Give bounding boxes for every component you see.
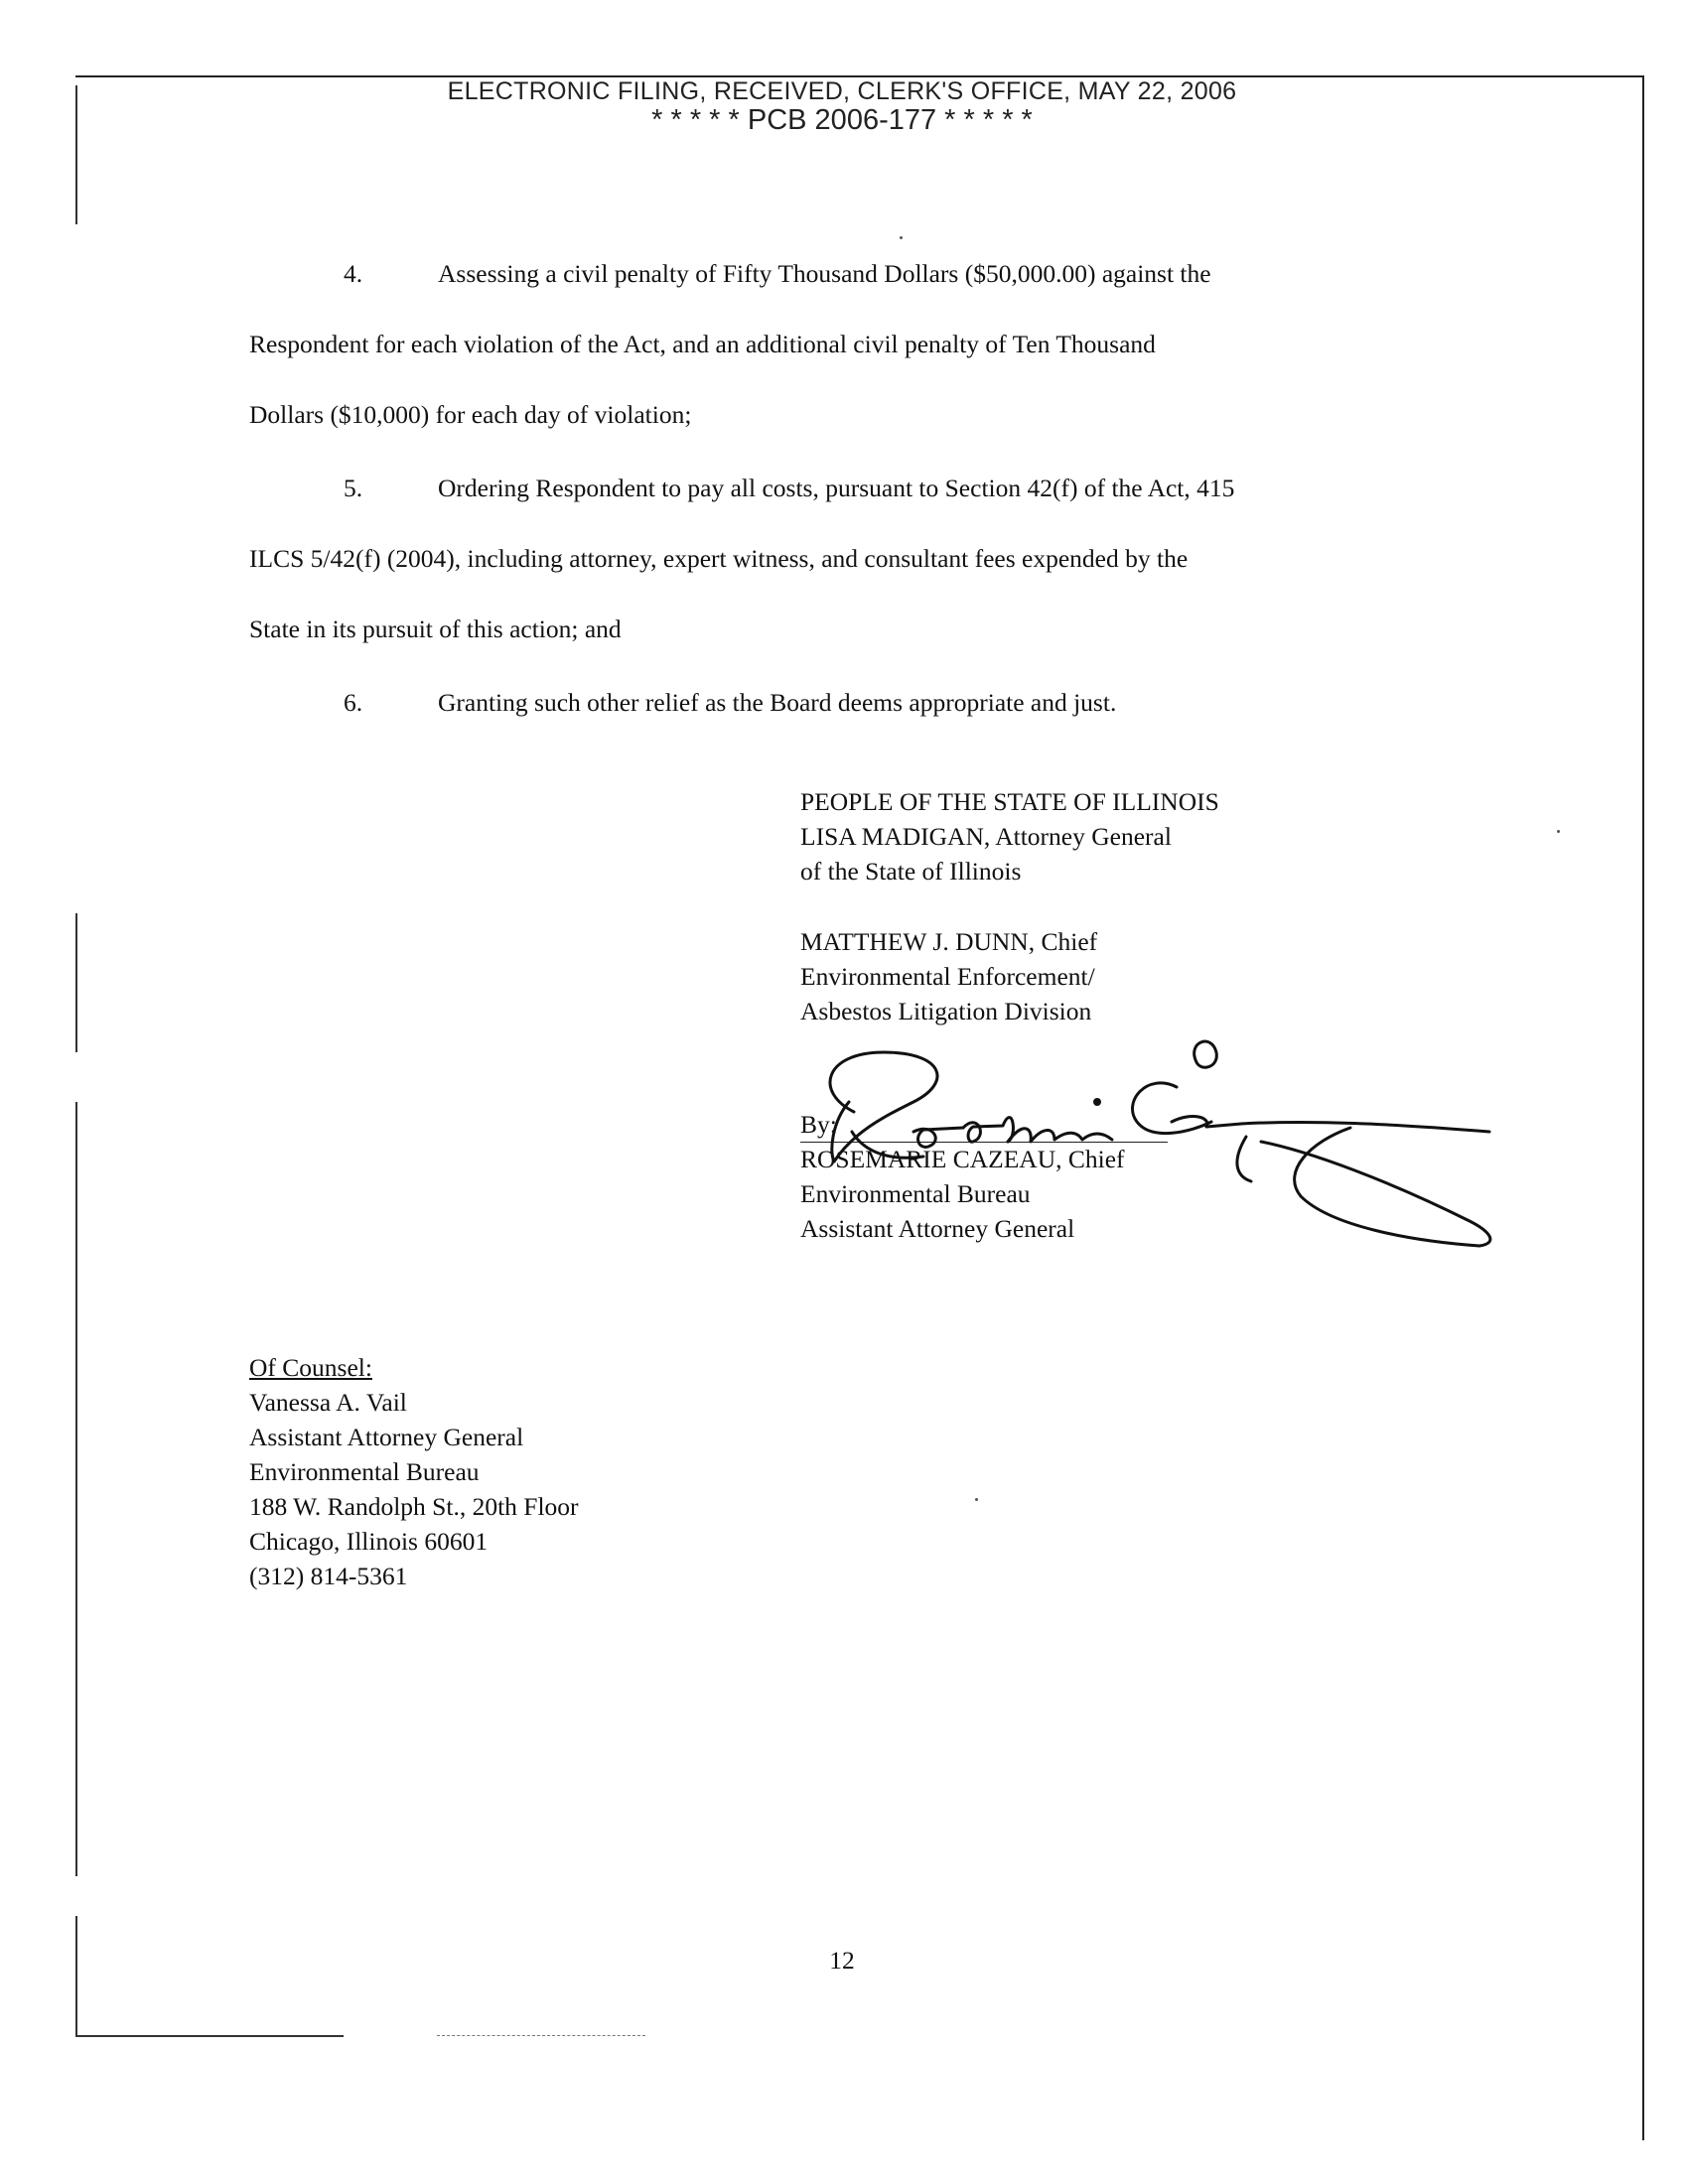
party-name: PEOPLE OF THE STATE OF ILLINOIS <box>800 787 1219 816</box>
paragraph-first-line: Granting such other relief as the Board deems appropriate and just. <box>438 688 1117 717</box>
division-chief: MATTHEW J. DUNN, Chief <box>800 927 1098 956</box>
paragraph-line: Dollars ($10,000) for each day of violation; <box>249 400 692 429</box>
of-counsel-header: Of Counsel: <box>249 1353 372 1382</box>
signature-by-label: By: <box>800 1110 837 1139</box>
of-counsel-block <box>249 1350 579 1593</box>
scan-speck <box>1557 830 1560 833</box>
page-number: 12 <box>829 1946 855 1975</box>
filing-stamp-line: ELECTRONIC FILING, RECEIVED, CLERK'S OFFICE, MAY 22, 2006 <box>447 77 1237 105</box>
page-border-bottom-segment <box>75 2035 344 2037</box>
signer-title: Assistant Attorney General <box>800 1214 1075 1243</box>
counsel-line: Environmental Bureau <box>249 1457 480 1486</box>
attorney-general-state: of the State of Illinois <box>800 857 1022 886</box>
paragraph-first-line: Assessing a civil penalty of Fifty Thousand Dollars ($50,000.00) against the <box>438 259 1211 288</box>
paragraph-number: 6. <box>344 688 363 717</box>
paragraph-line: Respondent for each violation of the Act, and an additional civil penalty of Ten Thousand <box>249 330 1156 358</box>
paragraph-5 <box>249 453 1401 664</box>
signer-bureau: Environmental Bureau <box>800 1179 1031 1208</box>
page-border-right <box>1642 75 1644 2140</box>
paragraph-number: 4. <box>344 259 363 288</box>
paragraph-line: ILCS 5/42(f) (2004), including attorney, expert witness, and consultant fees expended by the <box>249 544 1189 573</box>
counsel-line: Chicago, Illinois 60601 <box>249 1527 489 1556</box>
counsel-line: Vanessa A. Vail <box>249 1388 407 1417</box>
page-border-left-segment <box>75 1102 77 1876</box>
paragraph-line: State in its pursuit of this action; and <box>249 614 622 643</box>
page-border-left-segment <box>75 913 77 1052</box>
paragraph-4 <box>249 238 1401 450</box>
division-name: Environmental Enforcement/ <box>800 962 1095 991</box>
division-name: Asbestos Litigation Division <box>800 997 1092 1025</box>
page-border-left-segment <box>75 1916 77 2035</box>
attorney-general: LISA MADIGAN, Attorney General <box>800 822 1172 851</box>
filing-stamp <box>0 77 1684 135</box>
counsel-line: (312) 814-5361 <box>249 1562 408 1590</box>
scan-speck <box>975 1498 978 1501</box>
paragraph-6 <box>249 667 1401 738</box>
counsel-line: Assistant Attorney General <box>249 1423 524 1451</box>
page-border-bottom-segment <box>437 2035 645 2036</box>
paragraph-first-line: Ordering Respondent to pay all costs, pursuant to Section 42(f) of the Act, 415 <box>438 474 1235 502</box>
signature-block <box>800 784 1219 1028</box>
counsel-line: 188 W. Randolph St., 20th Floor <box>249 1492 579 1521</box>
filing-stamp-case-number: * * * * * PCB 2006-177 * * * * * <box>651 104 1033 136</box>
paragraph-number: 5. <box>344 474 363 502</box>
signer-name: ROSEMARIE CAZEAU, Chief <box>800 1145 1125 1173</box>
handwritten-signature <box>794 1032 1509 1261</box>
